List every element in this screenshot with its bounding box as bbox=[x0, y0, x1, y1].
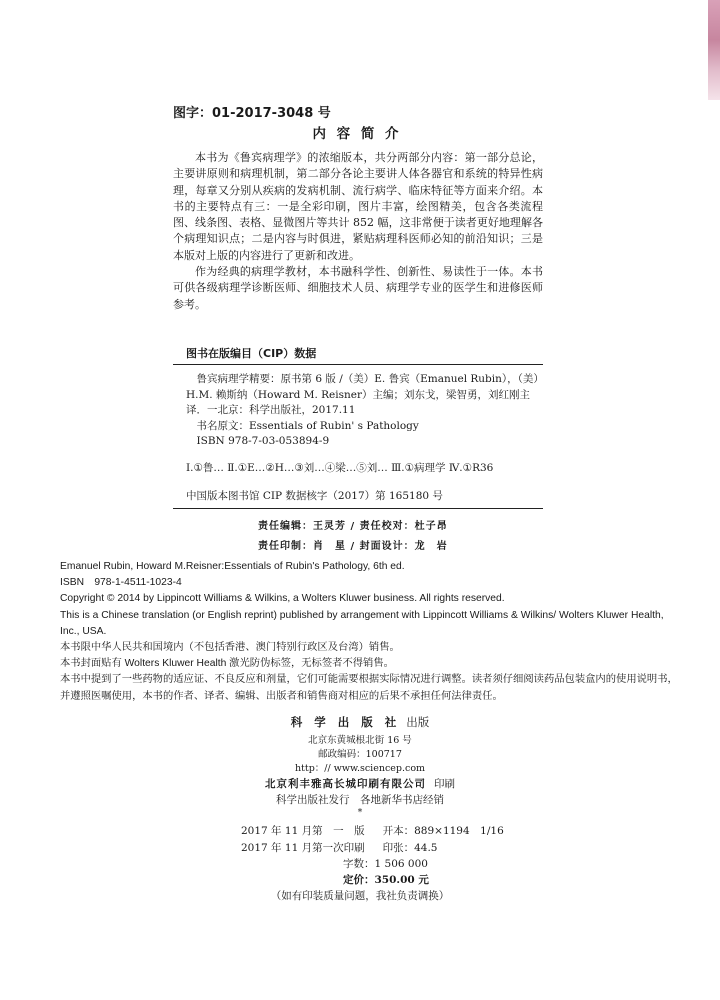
edition-date: 2017 年 11 月第 一 版 bbox=[241, 825, 365, 837]
printed-sheets: 印张：44.5 bbox=[382, 842, 438, 854]
printing-line bbox=[241, 840, 438, 855]
cip-classification: Ⅰ.①鲁… Ⅱ.①E…②H…③刘…④梁…⑤刘… Ⅲ.①病理学 Ⅳ.①R36 bbox=[186, 462, 494, 474]
summary-paragraph: 作为经典的病理学教材，本书融科学性、创新性、易读性于一体。本书可供各级病理学诊断医师、细胞技术人员、病理学专业的医学生和进修医师参考。 bbox=[173, 265, 543, 311]
edition-line bbox=[241, 823, 504, 838]
cip-isbn: ISBN 978-7-03-053894-9 bbox=[196, 435, 330, 447]
distribution-line: 科学出版社发行 各地新华书店经销 bbox=[276, 794, 444, 806]
page-edge-decoration bbox=[708, 0, 720, 100]
cip-top-rule bbox=[173, 364, 543, 365]
summary-paragraph: 本书为《鲁宾病理学》的浓缩版本，共分两部分内容：第一部分总论，主要讲原则和病理机制，第二部分各论主要讲人体各器官和系统的特异性病理，每章又分别从疾病的发病机制、流行病学、临床特征等方面来介绍。本书的主要特点有三：一是全彩印刷，图片丰富，绘图精美，包含各类流程图、线条图、表格、显微图片等共计 852 幅，这非常便于读者更好地理解各个病理知识点；二是内容与时俱进，紧贴病理科医师必知的前沿知识；三是本版对上版的内容进行了更新和改进。 bbox=[173, 151, 543, 262]
cip-heading: 图书在版编目（CIP）数据 bbox=[186, 347, 317, 360]
publisher-address: 北京东黄城根北街 16 号 bbox=[308, 735, 412, 746]
printer-name: 北京利丰雅高长城印刷有限公司 bbox=[265, 778, 426, 790]
original-isbn: ISBN 978-1-4511-1023-4 bbox=[60, 577, 182, 589]
cip-original-title: 书名原文：Essentials of Rubin' s Pathology bbox=[196, 419, 419, 432]
printer-line bbox=[0, 776, 720, 791]
cip-entry bbox=[186, 372, 541, 450]
cip-record-number: 中国版本图书馆 CIP 数据核字（2017）第 165180 号 bbox=[186, 490, 443, 502]
cip-title-line: 鲁宾病理学精要：原书第 6 版 /（美）E. 鲁宾（Emanuel Rubin），（美）H.M. 赖斯纳（Howard M. Reisner）主编；刘东戈，梁智勇，刘红刚主译．一北京：科学出版社，2017.11 bbox=[186, 373, 539, 416]
rights-block bbox=[60, 559, 680, 705]
summary-title: 内 容 简 介 bbox=[312, 126, 402, 142]
publisher-role: 出版 bbox=[406, 715, 430, 729]
license-line: This is a Chinese translation (or English reprint) published by arrangement with Lippincott Williams & Wilkins/ Wolters Kluwer Health, Inc., USA. bbox=[60, 609, 664, 637]
publisher-postcode: 邮政编码：100717 bbox=[318, 749, 402, 760]
price: 定价：350.00 元 bbox=[343, 874, 429, 886]
label-note: 本书封面贴有 Wolters Kluwer Health 激光防伪标签，无标签者不得销售。 bbox=[60, 658, 394, 670]
cip-bottom-rule bbox=[173, 508, 543, 509]
summary-body bbox=[173, 150, 543, 313]
word-count: 字数：1 506 000 bbox=[343, 858, 428, 870]
publisher-name: 科 学 出 版 社 bbox=[290, 715, 401, 729]
separator-star: * bbox=[357, 808, 363, 818]
copyright-line: Copyright © 2014 by Lippincott Williams & Wilkins, a Wolters Kluwer business. All rights reserved. bbox=[60, 593, 505, 605]
publisher-line bbox=[0, 714, 720, 730]
production-credits: 责任印制：肖 星 / 封面设计：龙 岩 bbox=[258, 541, 448, 552]
printer-role: 印刷 bbox=[434, 778, 455, 790]
quality-notice: （如有印装质量问题，我社负责调换） bbox=[270, 890, 450, 902]
book-format: 开本：889×1194 1/16 bbox=[382, 825, 504, 837]
editor-credits: 责任编辑：王灵芳 / 责任校对：杜子昂 bbox=[258, 521, 448, 532]
copyright-registration: 图字：01-2017-3048 号 bbox=[173, 106, 331, 121]
drug-disclaimer: 本书中提到了一些药物的适应证、不良反应和剂量，它们可能需要根据实际情况进行调整。读者须仔细阅读药品包装盒内的使用说明书，并遵照医嘱使用，本书的作者、译者、编辑、出版者和销售商对相应的后果不承担任何法律责任。 bbox=[60, 674, 678, 702]
printing-date: 2017 年 11 月第一次印刷 bbox=[241, 842, 365, 854]
sales-restriction: 本书限中华人民共和国境内（不包括香港、澳门特别行政区及台湾）销售。 bbox=[60, 642, 400, 654]
original-book: Emanuel Rubin, Howard M.Reisner:Essentials of Rubin's Pathology, 6th ed. bbox=[60, 561, 405, 572]
publisher-url: http：// www.sciencep.com bbox=[294, 763, 426, 774]
